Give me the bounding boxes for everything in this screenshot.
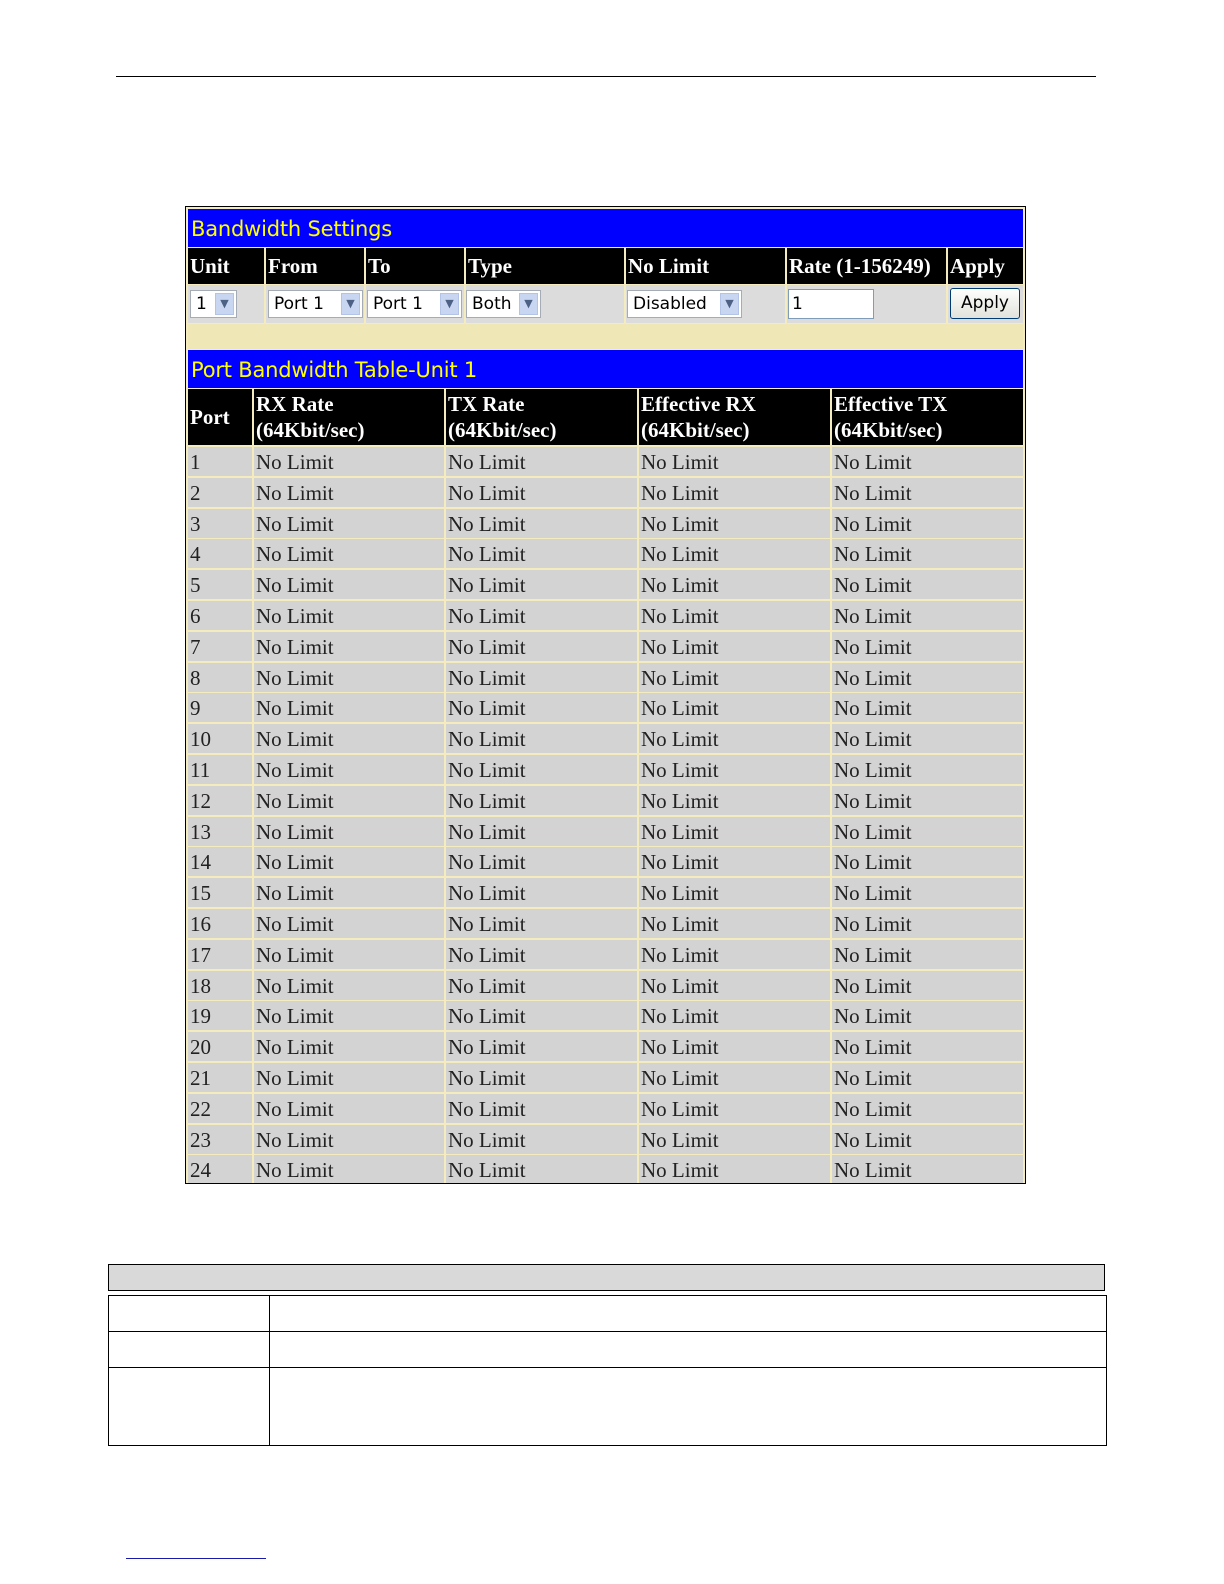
column-divider — [637, 693, 639, 722]
table-row — [188, 693, 1023, 722]
tx-rate-cell: No Limit — [448, 573, 526, 598]
port-cell: 7 — [190, 634, 201, 659]
column-divider — [830, 817, 832, 846]
rx-rate-cell: No Limit — [256, 788, 334, 813]
effective-tx-cell: No Limit — [834, 973, 912, 998]
effective-tx-cell: No Limit — [834, 604, 912, 628]
column-divider — [444, 1125, 446, 1154]
rx-rate-cell: No Limit — [256, 881, 334, 906]
table-row — [188, 847, 1023, 876]
tx-rate-cell: No Limit — [448, 696, 526, 721]
port-cell: 4 — [190, 542, 201, 567]
effective-rx-cell: No Limit — [641, 665, 719, 690]
rx-rate-cell: No Limit — [256, 1066, 334, 1090]
column-divider — [637, 817, 639, 846]
column-divider — [830, 693, 832, 722]
rx-rate-cell: No Limit — [256, 973, 334, 998]
column-divider — [252, 1155, 254, 1184]
tx-rate-cell: No Limit — [448, 819, 526, 844]
column-divider — [444, 693, 446, 722]
port-cell: 24 — [190, 1158, 211, 1183]
column-divider — [444, 1155, 446, 1184]
column-divider — [830, 940, 832, 969]
port-cell: 23 — [190, 1127, 211, 1152]
column-divider — [252, 1125, 254, 1154]
column-divider — [830, 1125, 832, 1154]
effective-rx-cell: No Limit — [641, 573, 719, 598]
effective-tx-header-line2: (64Kbit/sec) — [834, 418, 943, 442]
effective-tx-cell: No Limit — [834, 727, 912, 752]
rx-rate-cell: No Limit — [256, 1096, 334, 1121]
table-row — [188, 940, 1023, 969]
column-divider — [252, 632, 254, 661]
tx-rate-cell: No Limit — [448, 758, 526, 782]
rx-rate-cell: No Limit — [256, 1127, 334, 1152]
rate-header: Rate (1-156249) — [789, 254, 931, 278]
effective-rx-cell: No Limit — [641, 1127, 719, 1152]
no-limit-value: Disabled — [633, 294, 707, 314]
column-divider — [252, 817, 254, 846]
apply-header: Apply — [950, 254, 1005, 278]
effective-rx-cell: No Limit — [641, 1066, 719, 1090]
column-divider — [637, 940, 639, 969]
effective-rx-header-line2: (64Kbit/sec) — [641, 418, 750, 442]
column-divider — [252, 601, 254, 630]
port-cell: 2 — [190, 480, 201, 505]
column-divider — [830, 539, 832, 568]
rx-rate-cell: No Limit — [256, 604, 334, 628]
type-header: Type — [468, 254, 512, 278]
column-divider — [252, 478, 254, 507]
from-header: From — [268, 254, 318, 278]
type-value: Both — [472, 294, 512, 314]
footer-link-rule — [126, 1558, 266, 1559]
column-divider — [830, 478, 832, 507]
port-cell: 16 — [190, 912, 211, 936]
column-divider — [830, 601, 832, 630]
rx-rate-header-line2: (64Kbit/sec) — [256, 418, 365, 442]
column-divider — [830, 447, 832, 476]
tx-rate-cell: No Limit — [448, 1004, 526, 1029]
column-divider — [830, 971, 832, 1000]
effective-tx-cell: No Limit — [834, 634, 912, 659]
column-divider — [637, 663, 639, 692]
column-divider — [444, 1063, 446, 1092]
tx-rate-cell: No Limit — [448, 881, 526, 906]
column-divider — [252, 447, 254, 476]
port-cell: 17 — [190, 942, 211, 967]
rx-rate-cell: No Limit — [256, 480, 334, 505]
column-divider — [637, 971, 639, 1000]
chevron-down-icon: ▼ — [215, 293, 234, 315]
column-divider — [444, 817, 446, 846]
effective-tx-cell: No Limit — [834, 1066, 912, 1090]
column-divider — [637, 1094, 639, 1123]
rx-rate-cell: No Limit — [256, 758, 334, 782]
effective-tx-cell: No Limit — [834, 758, 912, 782]
column-divider — [830, 1032, 832, 1061]
column-divider — [252, 1032, 254, 1061]
tx-rate-cell: No Limit — [448, 542, 526, 567]
column-divider — [252, 663, 254, 692]
effective-rx-header-line1: Effective RX — [641, 392, 756, 416]
column-divider — [637, 724, 639, 753]
column-divider — [830, 663, 832, 692]
column-divider — [830, 847, 832, 876]
effective-tx-header — [832, 389, 1023, 443]
column-divider — [252, 971, 254, 1000]
tx-rate-cell: No Limit — [448, 634, 526, 659]
column-divider — [444, 786, 446, 815]
rx-rate-cell: No Limit — [256, 850, 334, 875]
effective-tx-cell: No Limit — [834, 788, 912, 813]
port-cell: 21 — [190, 1066, 211, 1090]
column-divider — [444, 971, 446, 1000]
effective-tx-cell: No Limit — [834, 1158, 912, 1183]
port-cell: 19 — [190, 1004, 211, 1029]
column-divider — [444, 509, 446, 538]
effective-tx-cell: No Limit — [834, 912, 912, 936]
column-divider — [444, 632, 446, 661]
unit-select[interactable] — [190, 290, 237, 318]
to-header: To — [368, 254, 391, 278]
table-row — [188, 724, 1023, 753]
rx-rate-cell: No Limit — [256, 634, 334, 659]
table-row — [188, 447, 1023, 476]
port-cell: 3 — [190, 511, 201, 536]
column-divider — [444, 478, 446, 507]
port-cell: 20 — [190, 1035, 211, 1060]
settings-controls-row — [188, 285, 1023, 323]
parameter-table-header — [108, 1264, 1105, 1291]
rx-rate-header — [254, 389, 444, 443]
rx-rate-cell: No Limit — [256, 1158, 334, 1183]
column-divider — [637, 1001, 639, 1030]
column-divider — [252, 1063, 254, 1092]
effective-rx-cell: No Limit — [641, 1096, 719, 1121]
rx-rate-cell: No Limit — [256, 1004, 334, 1029]
chevron-down-icon: ▼ — [519, 293, 538, 315]
parameter-description-table — [108, 1295, 1107, 1446]
column-divider — [444, 447, 446, 476]
chevron-down-icon: ▼ — [720, 293, 739, 315]
port-cell: 13 — [190, 819, 211, 844]
column-divider — [444, 1032, 446, 1061]
chevron-down-icon: ▼ — [341, 293, 360, 315]
column-divider — [444, 570, 446, 599]
port-cell: 8 — [190, 665, 201, 690]
effective-tx-cell: No Limit — [834, 480, 912, 505]
table-row — [188, 663, 1023, 692]
column-divider — [637, 786, 639, 815]
column-divider — [830, 570, 832, 599]
port-cell: 6 — [190, 604, 201, 628]
rx-rate-cell: No Limit — [256, 727, 334, 752]
tx-rate-cell: No Limit — [448, 1158, 526, 1183]
rx-rate-cell: No Limit — [256, 912, 334, 936]
effective-tx-header-line1: Effective TX — [834, 392, 948, 416]
to-port-value: Port 1 — [373, 294, 423, 314]
effective-tx-cell: No Limit — [834, 665, 912, 690]
unit-select-value: 1 — [196, 294, 207, 314]
port-cell: 9 — [190, 696, 201, 721]
table-row — [188, 601, 1023, 630]
column-divider — [830, 878, 832, 907]
unit-header: Unit — [190, 254, 230, 278]
tx-rate-cell: No Limit — [448, 1066, 526, 1090]
effective-rx-cell: No Limit — [641, 1158, 719, 1183]
column-divider — [637, 539, 639, 568]
column-divider — [444, 1094, 446, 1123]
to-port-select[interactable] — [367, 290, 462, 318]
column-divider — [252, 539, 254, 568]
type-select[interactable] — [466, 290, 541, 318]
column-divider — [637, 1125, 639, 1154]
port-cell: 5 — [190, 573, 201, 598]
rx-rate-cell: No Limit — [256, 542, 334, 567]
column-divider — [830, 1094, 832, 1123]
column-divider — [252, 570, 254, 599]
port-cell: 18 — [190, 973, 211, 998]
effective-rx-cell: No Limit — [641, 942, 719, 967]
column-divider — [637, 632, 639, 661]
column-divider — [444, 755, 446, 784]
effective-rx-cell: No Limit — [641, 542, 719, 567]
apply-button[interactable]: Apply — [950, 288, 1020, 319]
table-row — [188, 1063, 1023, 1092]
port-cell: 1 — [190, 450, 201, 474]
effective-tx-cell: No Limit — [834, 850, 912, 875]
rx-rate-cell: No Limit — [256, 942, 334, 967]
column-divider — [637, 847, 639, 876]
effective-rx-cell: No Limit — [641, 881, 719, 906]
rate-input[interactable]: 1 — [788, 289, 874, 319]
column-divider — [637, 509, 639, 538]
column-divider — [252, 1094, 254, 1123]
no-limit-header: No Limit — [628, 254, 710, 278]
tx-rate-header-line2: (64Kbit/sec) — [448, 418, 557, 442]
column-divider — [252, 1001, 254, 1030]
table-row — [188, 817, 1023, 846]
effective-rx-cell: No Limit — [641, 727, 719, 752]
effective-rx-cell: No Limit — [641, 604, 719, 628]
port-cell: 11 — [190, 758, 211, 782]
port-cell: 14 — [190, 850, 211, 875]
column-divider — [444, 940, 446, 969]
table-row — [188, 632, 1023, 661]
column-divider — [637, 570, 639, 599]
effective-rx-cell: No Limit — [641, 819, 719, 844]
no-limit-select[interactable] — [627, 290, 742, 318]
column-divider — [444, 601, 446, 630]
from-port-value: Port 1 — [274, 294, 324, 314]
column-divider — [830, 1155, 832, 1184]
bandwidth-settings-title: Bandwidth Settings — [188, 209, 1023, 247]
table-row — [188, 570, 1023, 599]
tx-rate-cell: No Limit — [448, 912, 526, 936]
table-row — [188, 878, 1023, 907]
effective-rx-cell: No Limit — [641, 850, 719, 875]
tx-rate-cell: No Limit — [448, 1035, 526, 1060]
column-divider — [637, 1032, 639, 1061]
table-row — [188, 1001, 1023, 1030]
effective-tx-cell: No Limit — [834, 819, 912, 844]
table-row — [188, 971, 1023, 1000]
column-divider — [830, 509, 832, 538]
effective-tx-cell: No Limit — [834, 1127, 912, 1152]
column-divider — [830, 786, 832, 815]
port-cell: 10 — [190, 727, 211, 752]
effective-rx-cell: No Limit — [641, 912, 719, 936]
effective-tx-cell: No Limit — [834, 1096, 912, 1121]
rx-rate-cell: No Limit — [256, 819, 334, 844]
column-divider — [637, 478, 639, 507]
column-divider — [637, 878, 639, 907]
tx-rate-cell: No Limit — [448, 1127, 526, 1152]
effective-tx-cell: No Limit — [834, 942, 912, 967]
tx-rate-cell: No Limit — [448, 1096, 526, 1121]
column-divider — [444, 847, 446, 876]
tx-rate-cell: No Limit — [448, 973, 526, 998]
effective-rx-cell: No Limit — [641, 511, 719, 536]
effective-tx-cell: No Limit — [834, 1004, 912, 1029]
column-divider — [637, 447, 639, 476]
table-row — [188, 509, 1023, 538]
column-divider — [637, 1155, 639, 1184]
table-row — [109, 1368, 1107, 1446]
effective-tx-cell: No Limit — [834, 696, 912, 721]
effective-rx-header — [639, 389, 830, 443]
effective-tx-cell: No Limit — [834, 881, 912, 906]
table-row — [188, 786, 1023, 815]
column-divider — [830, 632, 832, 661]
column-divider — [637, 909, 639, 938]
tx-rate-cell: No Limit — [448, 788, 526, 813]
port-cell: 12 — [190, 788, 211, 813]
effective-rx-cell: No Limit — [641, 634, 719, 659]
tx-rate-cell: No Limit — [448, 511, 526, 536]
from-port-select[interactable] — [268, 290, 363, 318]
column-divider — [252, 909, 254, 938]
rx-rate-cell: No Limit — [256, 511, 334, 536]
table-row — [188, 1155, 1023, 1184]
column-divider — [252, 724, 254, 753]
port-header: Port — [190, 405, 230, 429]
port-cell: 22 — [190, 1096, 211, 1121]
column-divider — [252, 755, 254, 784]
tx-rate-cell: No Limit — [448, 480, 526, 505]
column-divider — [444, 878, 446, 907]
tx-rate-cell: No Limit — [448, 604, 526, 628]
column-divider — [830, 724, 832, 753]
rx-rate-cell: No Limit — [256, 1035, 334, 1060]
tx-rate-header-line1: TX Rate — [448, 392, 525, 416]
effective-rx-cell: No Limit — [641, 696, 719, 721]
tx-rate-cell: No Limit — [448, 450, 526, 474]
column-divider — [252, 847, 254, 876]
column-divider — [252, 878, 254, 907]
table-row — [188, 755, 1023, 784]
tx-rate-header — [446, 389, 637, 443]
rx-rate-cell: No Limit — [256, 696, 334, 721]
column-divider — [444, 1001, 446, 1030]
column-divider — [830, 755, 832, 784]
effective-tx-cell: No Limit — [834, 542, 912, 567]
column-divider — [830, 909, 832, 938]
effective-rx-cell: No Limit — [641, 973, 719, 998]
effective-tx-cell: No Limit — [834, 450, 912, 474]
table-row — [188, 1032, 1023, 1061]
column-divider — [444, 724, 446, 753]
column-divider — [252, 693, 254, 722]
column-divider — [637, 1063, 639, 1092]
table-row — [188, 478, 1023, 507]
port-cell: 15 — [190, 881, 211, 906]
effective-rx-cell: No Limit — [641, 788, 719, 813]
rx-rate-cell: No Limit — [256, 665, 334, 690]
column-divider — [444, 663, 446, 692]
rx-rate-header-line1: RX Rate — [256, 392, 334, 416]
table-row — [188, 1125, 1023, 1154]
column-divider — [252, 786, 254, 815]
effective-tx-cell: No Limit — [834, 511, 912, 536]
column-divider — [444, 909, 446, 938]
column-divider — [444, 539, 446, 568]
column-divider — [830, 1001, 832, 1030]
effective-rx-cell: No Limit — [641, 1035, 719, 1060]
table-row — [109, 1296, 1107, 1332]
tx-rate-cell: No Limit — [448, 942, 526, 967]
effective-rx-cell: No Limit — [641, 1004, 719, 1029]
table-row — [109, 1332, 1107, 1368]
spacer-row — [188, 324, 1023, 349]
chevron-down-icon: ▼ — [440, 293, 459, 315]
effective-tx-cell: No Limit — [834, 1035, 912, 1060]
effective-rx-cell: No Limit — [641, 450, 719, 474]
column-divider — [252, 940, 254, 969]
table-row — [188, 1094, 1023, 1123]
rx-rate-cell: No Limit — [256, 450, 334, 474]
column-divider — [637, 755, 639, 784]
rx-rate-cell: No Limit — [256, 573, 334, 598]
tx-rate-cell: No Limit — [448, 727, 526, 752]
table-row — [188, 539, 1023, 568]
port-bandwidth-table-title: Port Bandwidth Table-Unit 1 — [188, 350, 1023, 388]
tx-rate-cell: No Limit — [448, 850, 526, 875]
effective-rx-cell: No Limit — [641, 758, 719, 782]
settings-header-row — [188, 248, 1023, 284]
column-divider — [830, 1063, 832, 1092]
column-divider — [252, 509, 254, 538]
effective-tx-cell: No Limit — [834, 573, 912, 598]
bandwidth-settings-window — [185, 206, 1026, 1184]
column-divider — [637, 601, 639, 630]
table-row — [188, 909, 1023, 938]
effective-rx-cell: No Limit — [641, 480, 719, 505]
page-header-rule — [116, 76, 1096, 77]
port-table-header-row — [188, 389, 1023, 445]
tx-rate-cell: No Limit — [448, 665, 526, 690]
